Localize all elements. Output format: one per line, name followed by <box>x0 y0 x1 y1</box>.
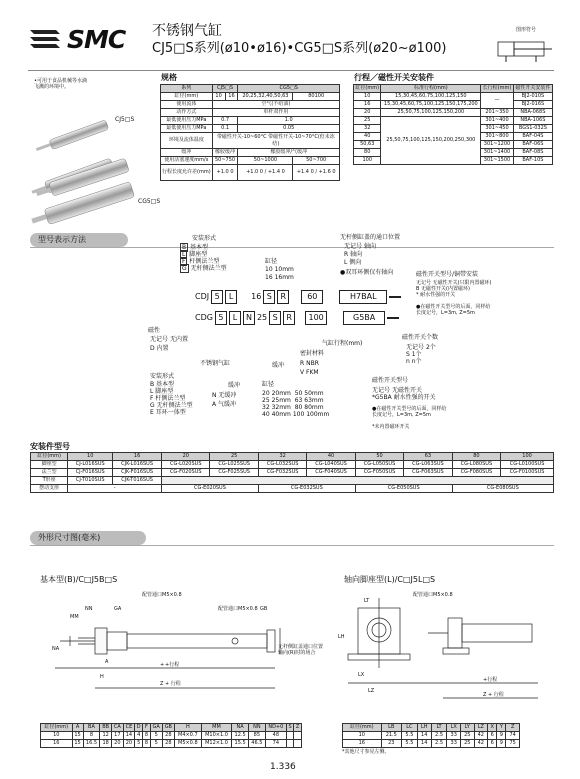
port-opt-2: L 侧向 <box>344 259 362 266</box>
seal-fkm: V FKM <box>300 369 319 376</box>
svg-text:Z + 行程: Z + 行程 <box>160 681 181 687</box>
svg-text:Z + 行程: Z + 行程 <box>483 692 504 698</box>
svg-text:MM: MM <box>70 614 79 620</box>
basic-title: 基本型(B)/C□J5B□S <box>40 575 118 584</box>
port-title: 无杆侧缸盖的通口位置 <box>340 234 401 241</box>
port-opt-0: 无记号 轴向 <box>344 243 376 250</box>
magnet-opt-0: 无记号 无内置 <box>150 336 188 343</box>
svg-text:+行程: +行程 <box>165 662 180 668</box>
seal-nbr: R NBR <box>300 360 319 367</box>
stroke-label: 气缸行程(mm) <box>322 340 363 347</box>
svg-text:NN: NN <box>85 606 93 612</box>
basic-drawing <box>40 588 300 713</box>
install2-title: 安装形式 <box>150 373 175 380</box>
mounts-table: 缸径(mm) 10 16 20 25 32 40 50 63 80 100 脚座型 CJ-L016SUS CJK-L016SUS CG-L020SUS CG-L025SUS CG-L032SUS CG-L040SUS CG-L050SUS CG-L063SUS CG-L080SUS CG-L0100SUS 法兰型 CJ-F016SUS CJK-F016SUS CG-F020SUS CG-F025SUS CG-F032SUS CG-F040SUS CG-F050SUS CG-F063SUS CG-F080SUS CG-F0100SUS T形座 CJ-T010SUS CJK-T016SUS 摆动支座 - CG-E020SUS CG-E032SUS CG-E050SUS CG-E080SUS <box>30 452 554 493</box>
dims-section-tab: 外形尺寸图(毫米) <box>30 531 146 545</box>
install1-list: B 基本型 L 脚座型 F 杆侧法兰型 G 无杆侧法兰型 <box>182 244 227 272</box>
stroke-table: 缸径(mm) 标准行程(mm) 长行程(mm) 磁性开关安装件 10 15,30,45,60,75,100,125,150 — BJ2-010S 16 15,30,45,60,75,100,125,150,175,200 BJ2-016S 20 25,50,75,100,125,150,200 201~350 NBA-068S 25 25,50,75,100,125,150,200,250,300 301~400 NBA-106S 32 301~450 BGS1-032S 40 301~800 BAF-04S 50,63 301~1200 BAF-06S 80 301~1400 BAF-08S 100 301~1500 BAF-10S <box>353 84 553 165</box>
page-title-series: CJ5□S系列(ø10•ø16)•CG5□S系列(ø20~ø100) <box>152 41 447 56</box>
svg-text:LZ: LZ <box>368 688 375 694</box>
svg-text:GB: GB <box>260 606 268 612</box>
page-number: 1.336 <box>270 762 296 772</box>
svg-text:+行程: +行程 <box>483 677 498 683</box>
install2-list: B 基本型 L 脚座型 F 杆侧法兰型 G 无杆侧法兰型 E 耳环一体型 <box>150 381 193 416</box>
cushion-opt-n: N 无缓冲 <box>212 392 237 399</box>
svg-text:配管通口M5×0.8: 配管通口M5×0.8 <box>142 592 182 598</box>
spec-title: 规格 <box>161 73 177 82</box>
sw-note: ●在磁性开关型号的后面，同样给 长度记号，L=3m, Z=5m <box>416 304 491 316</box>
magnet-title: 磁性 <box>148 327 161 334</box>
model-divider <box>30 247 554 248</box>
cj5-label: CJ5□S <box>115 116 135 123</box>
seal-title: 密封材料 <box>300 350 325 357</box>
svg-text:LX: LX <box>358 672 365 678</box>
sw-count-list: 无记号 2个 S 1个 n n个 <box>406 344 436 365</box>
svg-text:LT: LT <box>364 598 370 604</box>
model-section-tab: 型号表示方法 <box>30 233 128 247</box>
sw-count-title: 磁性开关个数 <box>402 334 439 341</box>
code-line-1: CDJ 5 L 16 S R 60 H7BAL <box>195 290 401 304</box>
sw2-list: 无记号 无磁性开关 *G5BA 耐水性强的开关 <box>372 387 436 401</box>
svg-text:配管通口M5×0.8: 配管通口M5×0.8 <box>413 592 453 598</box>
foot-title: 轴向脚座型(L)/C□J5L□S <box>344 575 436 584</box>
svg-text:A: A <box>105 659 109 665</box>
svg-text:配管通口M5×0.8: 配管通口M5×0.8 <box>218 606 258 612</box>
foot-dims-table: 缸径(mm) LB LC LH LT LX LY LZ X Y Z 10 21.5 5.5 14 2.5 33 25 42 6 9 74 16 23 5.5 14 2.5 33 25 42 6 9 75 <box>342 723 520 748</box>
stroke-title: 行程／磁性开关安装件 <box>354 73 434 82</box>
code-line-2: CDG 5 L N 25 S R 100 G5BA <box>195 311 399 325</box>
bore1-16: 16 16mm <box>265 274 294 281</box>
bore1-title: 缸径 <box>265 258 278 265</box>
sw-title: 磁性开关型号/铜带安装 <box>416 271 479 278</box>
bore2-title: 缸径 <box>262 381 275 388</box>
cg5-label: CG5□S <box>138 198 161 205</box>
brand-text: SMC <box>67 25 126 54</box>
basic-dims-table: 缸径(mm) A BA BB CA CE D F GA GB H MM NA NN ND+0 S Z 10 15 8 12 17 14 4 8 5 28 M4×0.7 M10×1.0 12.5 85 48 16 15 16.5 18 20 20 5 8 5 28 M5×0.8 M12×1.0 15.5 46.5 74 <box>40 723 302 748</box>
magnet-opt-1: D 内置 <box>150 345 169 352</box>
stainless-label: 不锈钢气缸 <box>200 360 231 367</box>
spec-table: 系列 CJ5□S CG5□S 缸径(mm) 10 16 20,25,32,40,50,63 80100 使用流体 空气(不给油) 动作方式 单杆双作用 最低使用压力MPa 0.7 1.0 最低使用压力MPa 0.1 0.05 环境及流体温度 带磁性开关-10~60°C 带磁性开关-10~70°C(但未冻结) 缓冲 橡胶缓冲 橡胶缓冲/气缓冲 使用活塞速度mm/s 50~750 50~1000 50~700 行程长度允许差(mm) +1.0 0 +1.0 0 / +1.4 0 +1.4 0 / +1.6 0 <box>160 84 340 181</box>
bore2-list: 20 20mm 50 50mm 25 25mm 63 63mm 32 32mm 80 80mm 40 40mm 100 100mm <box>262 390 330 418</box>
rod-note: ●双耳环侧仅有轴向 <box>340 269 394 276</box>
product-image-cg5 <box>30 150 160 230</box>
sw2-note: ●在磁性开关型号的后面，同样给 长度记号，L=3m, Z=5m <box>372 406 447 418</box>
foot-drawing <box>338 588 558 713</box>
sw-list: 无记号 无磁性开关(只限内置磁环) B 无磁性开关(内置磁环) * 耐水性强的开关 <box>416 280 492 298</box>
cushion2-title: 缓冲 <box>228 382 241 389</box>
svg-text:+: + <box>160 662 165 668</box>
port-opt-1: R 轴向 <box>344 251 363 258</box>
page-title-cn: 不锈钢气缸 <box>152 23 222 39</box>
svg-text:LH: LH <box>338 634 345 640</box>
cushion-opt-a: A 气缓冲 <box>212 401 237 408</box>
food-note: •可用于食品机械等水滴 飞溅的环境中。 <box>34 78 87 90</box>
sw2-note2: *未内置磁环开关 <box>372 424 410 430</box>
header-divider <box>28 70 554 71</box>
port-note: 无杆侧缸盖通口位置 轴向(R)时的场合 <box>278 644 324 656</box>
foot-table-note: *其他尺寸参见左侧。 <box>342 749 390 755</box>
svg-text:GA: GA <box>114 606 122 612</box>
sw2-title: 磁性开关型号 <box>372 377 409 384</box>
cylinder-symbol-icon <box>494 38 554 64</box>
install1-title: 安装形式 <box>192 235 217 242</box>
svg-text:H: H <box>100 674 104 680</box>
bore1-10: 10 10mm <box>265 266 294 273</box>
dims-divider <box>30 545 554 546</box>
svg-text:NA: NA <box>52 646 60 652</box>
cushion-title: 缓冲 <box>272 362 285 369</box>
symbol-label: 图形符号 <box>516 27 537 33</box>
mounts-title: 安装件型号 <box>30 442 70 451</box>
